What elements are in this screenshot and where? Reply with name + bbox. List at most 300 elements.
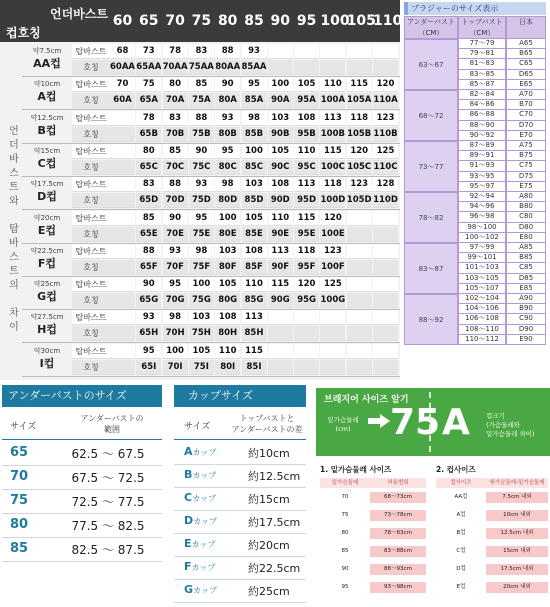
- size-name-cell: 110B: [373, 127, 398, 142]
- top-bust-cell: 118: [294, 244, 319, 259]
- cup-table-cell: C컵: [456, 548, 466, 554]
- top-bust-cell: 115: [242, 344, 267, 359]
- top-bust-cell: 108: [215, 310, 240, 325]
- top-bust-cell: 113: [294, 177, 319, 192]
- top-bust-cell: 73: [136, 44, 161, 59]
- size-name-cell: 80C: [215, 160, 240, 175]
- cup-group-label: [22, 277, 70, 308]
- row-label-name: 호칭: [72, 93, 110, 108]
- under-bust-range: 72.5 〜 77.5: [71, 495, 145, 509]
- cup-name: C컵: [37, 156, 57, 170]
- jp-top-bust-cell: 89〜91: [458, 151, 506, 161]
- top-bust-cell: 125: [373, 144, 398, 159]
- jp-under-bust-range: 73〜77: [418, 162, 444, 171]
- jp-under-bust-group: [404, 243, 458, 294]
- cup-difference: 約25cm: [248, 585, 290, 598]
- top-bust-cell: 93: [163, 244, 188, 259]
- top-bust-cell: 108: [268, 177, 293, 192]
- jp-size-cell: D65: [506, 70, 546, 80]
- size-header: 105: [346, 13, 376, 29]
- size-name-cell: 85A: [242, 93, 267, 108]
- top-bust-cell: 98: [242, 111, 267, 126]
- size-name-cell: [347, 360, 372, 375]
- cup-group-label: [22, 77, 70, 108]
- top-bust-cell: [268, 310, 293, 325]
- top-bust-cell: 125: [320, 277, 345, 292]
- band-table-cell: 68〜73cm: [370, 492, 426, 503]
- size-name-cell: 70G: [163, 293, 188, 308]
- band-table-header: 밑가슴둘레: [320, 478, 370, 488]
- cup-difference: 약15cm: [33, 146, 61, 155]
- jp-size-cell: B90: [506, 304, 546, 314]
- top-bust-cell: 120: [320, 211, 345, 226]
- size-name-cell: 70H: [163, 326, 188, 341]
- size-name-cell: 65B: [136, 127, 161, 142]
- cup-letter: F: [184, 560, 192, 573]
- jp-under-bust-group: [404, 90, 458, 141]
- size-name-cell: 85I: [242, 360, 267, 375]
- top-bust-cell: 90: [215, 77, 240, 92]
- cup-difference: 약7.5cm: [32, 47, 62, 55]
- jp-size-cell: D85: [506, 274, 546, 284]
- top-bust-cell: 100: [215, 211, 240, 226]
- cup-suffix: カップ: [191, 563, 216, 572]
- top-bust-cell: 90: [163, 211, 188, 226]
- top-bust-cell: 110: [215, 344, 240, 359]
- vertical-caption: [6, 125, 22, 335]
- top-bust-cell: 110: [268, 211, 293, 226]
- jp-size-cell: C65: [506, 59, 546, 69]
- jp-size-cell: C90: [506, 314, 546, 324]
- size-name-cell: 70F: [163, 260, 188, 275]
- size-name-cell: [294, 360, 319, 375]
- row-label-top: 탑바스트: [72, 277, 110, 292]
- jp-under-bust-group: [404, 294, 458, 345]
- cup-label: [184, 445, 216, 458]
- size-name-cell: 65F: [136, 260, 161, 275]
- top-bust-cell: [373, 211, 398, 226]
- vertical-char: 이: [9, 322, 19, 333]
- top-bust-cell: 98: [189, 244, 214, 259]
- size-name-cell: [373, 360, 398, 375]
- size-name-cell: [110, 227, 135, 242]
- cup-label: [184, 468, 216, 481]
- size-name-cell: [347, 260, 372, 275]
- cup-name: A컵: [37, 90, 57, 104]
- size-name-cell: 70E: [163, 227, 188, 242]
- vertical-char: 의: [9, 280, 19, 291]
- top-bust-cell: 100: [163, 344, 188, 359]
- jp-column-header: 日本: [506, 16, 546, 39]
- jp-under-bust-range: 68〜72: [418, 111, 444, 120]
- top-bust-cell: [268, 344, 293, 359]
- jp-top-bust-cell: 85〜87: [458, 80, 506, 90]
- cup-table-header: 윗가슴둘레-밑가슴둘레: [486, 478, 548, 488]
- cup-name: E컵: [37, 223, 57, 237]
- korean-size-chart: [0, 0, 403, 380]
- top-bust-cell: [110, 277, 135, 292]
- size-header: 110: [373, 13, 403, 29]
- cup-group-label: [22, 111, 70, 142]
- size-name-cell: 80B: [215, 127, 240, 142]
- jp-top-bust-cell: 108〜110: [458, 325, 506, 335]
- cup-difference: 約17.5cm: [248, 516, 301, 529]
- cup-name: B컵: [37, 123, 57, 137]
- cup-table-cell: A컵: [456, 512, 466, 518]
- cup-size-column-header: サイズ: [184, 422, 211, 432]
- top-bust-cell: 83: [189, 44, 214, 59]
- jp-size-cell: B80: [506, 202, 546, 212]
- top-bust-cell: [110, 177, 135, 192]
- row-divider: [2, 537, 162, 538]
- divider: [429, 392, 431, 452]
- top-bust-cell: 105: [189, 344, 214, 359]
- row-label-name: 호칭: [72, 227, 110, 242]
- jp-size-cell: A70: [506, 90, 546, 100]
- top-bust-cell: 88: [215, 44, 240, 59]
- top-bust-cell: 88: [163, 177, 188, 192]
- cup-difference: 약17.5cm: [30, 180, 64, 189]
- jp-top-bust-cell: 86〜88: [458, 110, 506, 120]
- jp-top-bust-cell: 81〜83: [458, 59, 506, 69]
- guide-banner: [316, 388, 550, 456]
- cup-name: AA컵: [33, 57, 61, 70]
- cup-group-label: [22, 244, 70, 275]
- jp-top-bust-cell: 92〜94: [458, 192, 506, 202]
- row-label-top: 탑바스트: [72, 44, 110, 59]
- band-table-cell: 75: [341, 512, 349, 518]
- band-size-example: 75: [390, 402, 441, 443]
- size-name-cell: 75H: [189, 326, 214, 341]
- size-name-cell: [373, 293, 398, 308]
- jp-size-cell: B70: [506, 100, 546, 110]
- cup-group-label: [22, 344, 70, 375]
- size-name-cell: 95A: [294, 93, 319, 108]
- size-name-cell: 100B: [320, 127, 345, 142]
- cup-size-title: カップサイズ: [174, 385, 306, 407]
- cup-table-cell: 10cm 내외: [486, 510, 548, 521]
- cup-difference: 約15cm: [248, 493, 290, 506]
- size-name-cell: [268, 360, 293, 375]
- jp-top-bust-cell: 84〜86: [458, 100, 506, 110]
- size-name-cell: 110C: [373, 160, 398, 175]
- row-divider: [2, 561, 162, 562]
- top-bust-cell: [347, 244, 372, 259]
- jp-top-bust-cell: 100〜102: [458, 233, 506, 243]
- vertical-char: 스: [9, 252, 19, 263]
- top-bust-cell: 95: [215, 144, 240, 159]
- top-bust-cell: 93: [136, 310, 161, 325]
- top-bust-cell: 115: [320, 144, 345, 159]
- band-table-cell: 95: [341, 584, 349, 590]
- size-name-cell: 95E: [294, 227, 319, 242]
- row-divider: [174, 510, 306, 511]
- top-bust-cell: 93: [242, 44, 267, 59]
- row-divider: [174, 579, 306, 580]
- jp-top-bust-cell: 95〜97: [458, 182, 506, 192]
- top-bust-cell: 100: [189, 277, 214, 292]
- top-bust-cell: 113: [242, 310, 267, 325]
- jp-under-bust-range: 83〜87: [418, 264, 444, 273]
- cup-suffix: カップ: [192, 494, 216, 503]
- row-label-top: 탑바스트: [72, 177, 110, 192]
- top-bust-cell: [347, 277, 372, 292]
- row-label-name: 호칭: [72, 193, 110, 208]
- size-name-cell: 75D: [189, 193, 214, 208]
- top-bust-cell: 103: [189, 310, 214, 325]
- size-name-cell: [268, 60, 293, 75]
- size-name-cell: 90F: [268, 260, 293, 275]
- size-name-cell: 100C: [320, 160, 345, 175]
- top-bust-cell: 83: [136, 177, 161, 192]
- cup-suffix: カップ: [193, 517, 218, 526]
- top-bust-cell: [110, 211, 135, 226]
- size-name-cell: 65E: [136, 227, 161, 242]
- row-divider: [174, 464, 306, 465]
- top-bust-cell: 120: [373, 77, 398, 92]
- under-bust-title: アンダーバストのサイズ: [2, 385, 162, 407]
- size-header: 90: [270, 13, 291, 29]
- jp-under-bust-range: 88〜92: [418, 315, 444, 324]
- top-bust-cell: 110: [320, 77, 345, 92]
- top-bust-cell: 115: [294, 211, 319, 226]
- size-header: 95: [296, 13, 317, 29]
- top-bust-cell: 118: [320, 177, 345, 192]
- cup-suffix: カップ: [192, 471, 217, 480]
- jp-size-cell: E75: [506, 182, 546, 192]
- cup-difference: 約22.5cm: [248, 562, 301, 575]
- size-name-cell: 65AA: [136, 60, 161, 75]
- guide-title: 브래지어 사이즈 알기: [324, 395, 409, 405]
- size-name-cell: 70I: [163, 360, 188, 375]
- jp-under-bust-group: [404, 39, 458, 90]
- size-name-cell: 75G: [189, 293, 214, 308]
- size-name-cell: 105C: [347, 160, 372, 175]
- top-bust-cell: [373, 44, 398, 59]
- size-name-cell: [320, 360, 345, 375]
- top-bust-cell: 123: [373, 111, 398, 126]
- jp-top-bust-cell: 96〜98: [458, 212, 506, 222]
- top-bust-cell: 85: [189, 77, 214, 92]
- band-table-cell: 80: [341, 530, 349, 536]
- cup-letter-example: A: [442, 402, 470, 443]
- cup-table-cell: 7.5cm 내외: [486, 492, 548, 503]
- size-name-cell: 95F: [294, 260, 319, 275]
- top-bust-cell: 108: [242, 244, 267, 259]
- cup-table-cell: E컵: [456, 584, 466, 590]
- top-bust-cell: 88: [136, 244, 161, 259]
- jp-size-cell: D90: [506, 325, 546, 335]
- size-name-cell: 85H: [242, 326, 267, 341]
- cup-group-label: [22, 177, 70, 208]
- top-bust-cell: [347, 211, 372, 226]
- size-name-cell: 70B: [163, 127, 188, 142]
- under-bust-size: 80: [10, 517, 29, 532]
- jp-size-cell: B65: [506, 49, 546, 59]
- jp-bra-size-table: [402, 2, 548, 362]
- top-bust-cell: [294, 344, 319, 359]
- jp-top-bust-cell: 91〜93: [458, 161, 506, 171]
- jp-size-cell: E80: [506, 233, 546, 243]
- size-name-cell: 100G: [320, 293, 345, 308]
- top-bust-cell: [373, 344, 398, 359]
- top-bust-cell: 90: [189, 144, 214, 159]
- row-divider: [2, 489, 162, 490]
- size-name-cell: 105A: [347, 93, 372, 108]
- top-bust-cell: 113: [268, 244, 293, 259]
- size-name-cell: 80E: [215, 227, 240, 242]
- size-name-cell: 105B: [347, 127, 372, 142]
- vertical-char: 탑: [9, 224, 19, 235]
- top-bust-cell: 105: [242, 211, 267, 226]
- row-label-top: 탑바스트: [72, 111, 110, 126]
- under-bust-size: 65: [10, 445, 29, 460]
- cup-letter: B: [184, 468, 193, 481]
- size-name-cell: 110A: [373, 93, 398, 108]
- size-name-cell: 90G: [268, 293, 293, 308]
- band-table-cell: 90: [341, 566, 349, 572]
- cup-name: G컵: [37, 290, 57, 304]
- cup-name: H컵: [37, 323, 57, 337]
- top-bust-cell: 110: [242, 277, 267, 292]
- size-name-cell: 85B: [242, 127, 267, 142]
- top-bust-cell: 85: [136, 211, 161, 226]
- size-name-cell: [347, 293, 372, 308]
- under-bust-size: 70: [10, 469, 29, 484]
- vertical-char: 트: [9, 266, 19, 277]
- cup-suffix: カップ: [193, 586, 217, 595]
- top-bust-cell: 80: [136, 144, 161, 159]
- top-bust-cell: 88: [189, 111, 214, 126]
- row-label-top: 탑바스트: [72, 211, 110, 226]
- top-bust-cell: 90: [136, 277, 161, 292]
- cup-table-cell: D컵: [456, 566, 466, 572]
- jp-top-bust-cell: 93〜95: [458, 172, 506, 182]
- cup-group-label: [22, 310, 70, 341]
- top-bust-cell: 115: [268, 277, 293, 292]
- size-name-cell: 95D: [294, 193, 319, 208]
- difference-column-header: トップバストと アンダーバストの差: [231, 414, 303, 434]
- row-divider: [174, 556, 306, 557]
- jp-size-cell: E90: [506, 335, 546, 345]
- top-bust-cell: 120: [347, 144, 372, 159]
- vertical-char: 스: [9, 168, 19, 179]
- cup-table-cell: 15cm 내외: [486, 546, 548, 557]
- under-bust-range: 77.5 〜 82.5: [71, 519, 145, 533]
- under-bust-table: [2, 385, 162, 607]
- top-bust-cell: 95: [136, 344, 161, 359]
- top-bust-cell: 98: [163, 310, 188, 325]
- band-table-cell: 73〜78cm: [370, 510, 426, 521]
- cup-suffix: カップ: [192, 448, 217, 457]
- top-bust-cell: [373, 277, 398, 292]
- size-header: 60: [112, 13, 133, 29]
- size-name-cell: 65D: [136, 193, 161, 208]
- under-bust-range: 82.5 〜 87.5: [71, 543, 145, 557]
- size-name-cell: 80D: [215, 193, 240, 208]
- top-bust-cell: 95: [242, 77, 267, 92]
- top-bust-cell: 70: [110, 77, 135, 92]
- row-divider: [174, 533, 306, 534]
- jp-size-cell: C85: [506, 263, 546, 273]
- size-name-cell: 80H: [215, 326, 240, 341]
- size-name-cell: [373, 326, 398, 341]
- size-name-cell: 90E: [268, 227, 293, 242]
- cup-size-table: [174, 385, 306, 607]
- top-bust-cell: [320, 310, 345, 325]
- size-name-cell: [294, 60, 319, 75]
- top-bust-cell: [110, 111, 135, 126]
- size-name-cell: 95G: [294, 293, 319, 308]
- cup-difference: 약20cm: [33, 213, 61, 222]
- jp-top-bust-cell: 106〜108: [458, 314, 506, 324]
- jp-column-header: トップバスト （CM）: [458, 16, 506, 39]
- jp-top-bust-cell: 82〜84: [458, 90, 506, 100]
- cup-letter: C: [184, 491, 193, 504]
- top-bust-cell: [110, 144, 135, 159]
- vertical-char: 와: [9, 196, 19, 207]
- top-bust-cell: 95: [189, 211, 214, 226]
- size-name-cell: 90B: [268, 127, 293, 142]
- jp-size-cell: D75: [506, 172, 546, 182]
- top-bust-cell: 108: [294, 111, 319, 126]
- size-name-cell: 85D: [242, 193, 267, 208]
- jp-top-bust-cell: 88〜90: [458, 121, 506, 131]
- cup-table-cell: 20cm 내외: [486, 582, 548, 593]
- cup-difference: 約12.5cm: [248, 470, 301, 483]
- row-label-name: 호칭: [72, 360, 110, 375]
- jp-top-bust-cell: 104〜106: [458, 304, 506, 314]
- size-name-cell: [294, 326, 319, 341]
- header-divider: [174, 439, 306, 440]
- top-bust-cell: [110, 344, 135, 359]
- size-name-cell: 80I: [215, 360, 240, 375]
- cup-label: [184, 514, 217, 527]
- top-bust-cell: 120: [294, 277, 319, 292]
- size-name-cell: 80AA: [215, 60, 240, 75]
- size-name-cell: [373, 260, 398, 275]
- cup-table-cell: AA컵: [454, 494, 468, 500]
- top-bust-cell: [110, 310, 135, 325]
- band-table-header: 허용범위: [370, 478, 426, 488]
- top-bust-cell: 80: [163, 77, 188, 92]
- size-name-cell: 85E: [242, 227, 267, 242]
- top-bust-cell: 105: [215, 277, 240, 292]
- row-label-name: 호칭: [72, 260, 110, 275]
- band-table-cell: 78〜83cm: [370, 528, 426, 539]
- row-divider: [2, 513, 162, 514]
- size-header: 80: [217, 13, 238, 29]
- vertical-char: [6, 293, 22, 307]
- top-bust-cell: [373, 310, 398, 325]
- jp-under-bust-group: [404, 141, 458, 192]
- under-bust-header: 언더바스트: [50, 7, 108, 21]
- jp-top-bust-cell: 101〜103: [458, 263, 506, 273]
- cup-table-cell: B컵: [456, 530, 466, 536]
- cup-difference: 약22.5cm: [30, 246, 64, 255]
- cup-difference: 약25cm: [33, 280, 61, 289]
- jp-top-bust-cell: 83〜85: [458, 70, 506, 80]
- cup-label: [184, 491, 216, 504]
- korean-chart-header: [0, 0, 403, 42]
- row-label-name: 호칭: [72, 326, 110, 341]
- size-name-cell: 90D: [268, 193, 293, 208]
- size-name-cell: 105D: [347, 193, 372, 208]
- jp-under-bust-range: 63〜67: [418, 60, 444, 69]
- cup-difference: 약27.5cm: [30, 313, 64, 322]
- top-bust-cell: 123: [347, 177, 372, 192]
- band-table-cell: 88〜93cm: [370, 564, 426, 575]
